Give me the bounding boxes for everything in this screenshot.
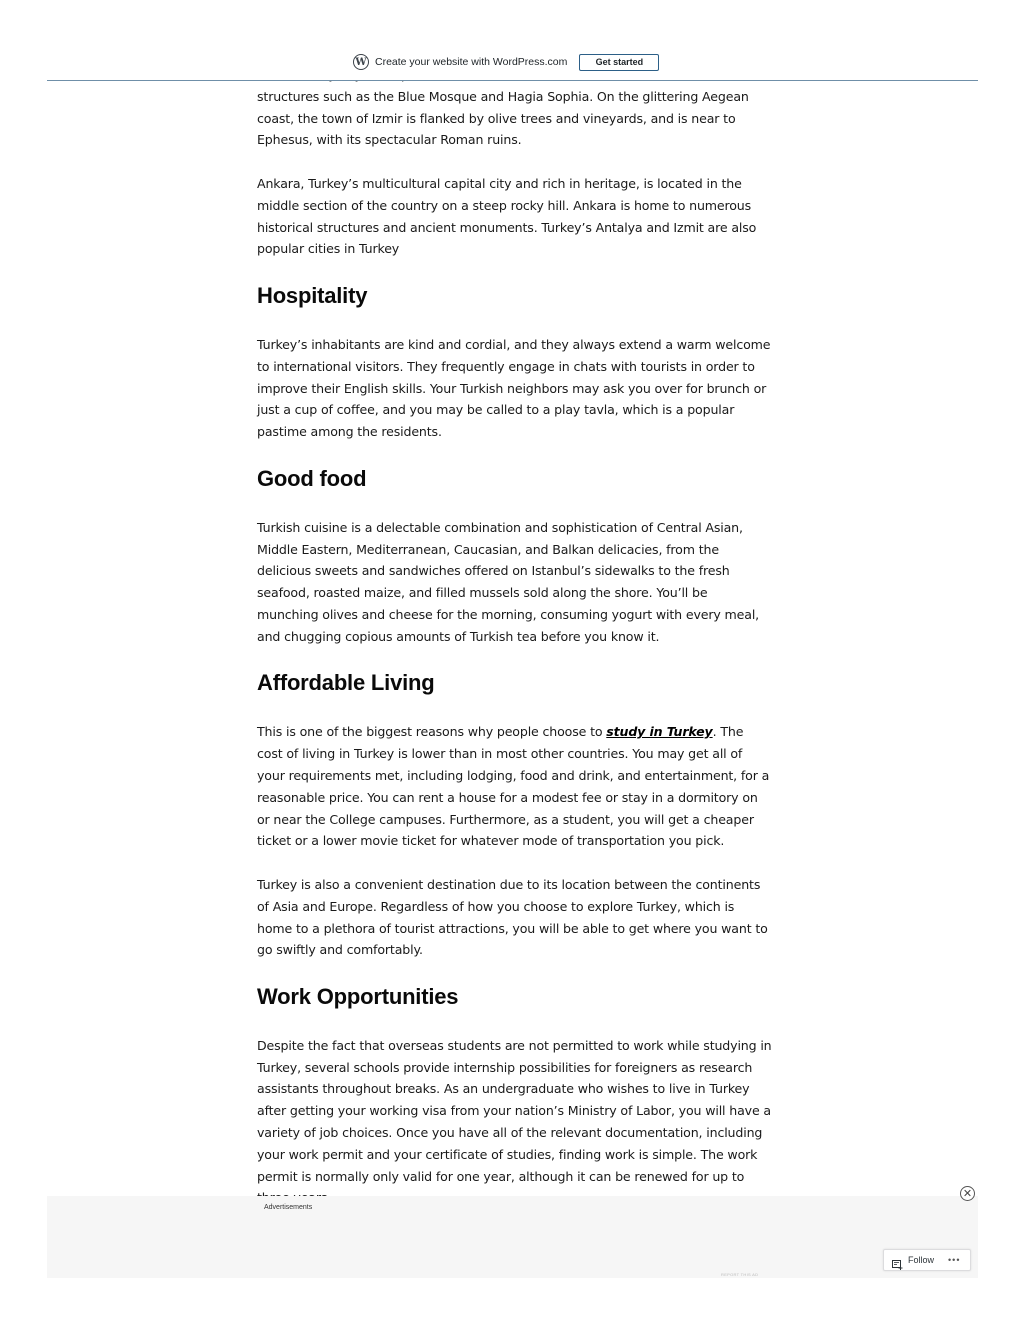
paragraph-affordable-living xyxy=(257,721,772,852)
study-in-turkey-link[interactable]: study in Turkey xyxy=(606,724,713,740)
paragraph-ankara: Ankara, Turkey’s multicultural capital city and rich in heritage, is located in the middle section of the country on a steep rocky hill. Ankara is home to numerous historical structures and ancient monuments. Turkey’s Antalya and Izmit are also popular cities in Turkey xyxy=(257,175,757,257)
heading-affordable-living: Affordable Living xyxy=(257,670,435,696)
create-website-link[interactable]: Create your website with WordPress.com xyxy=(375,56,568,68)
reader-follow-icon xyxy=(892,1255,903,1265)
heading-work-opportunities: Work Opportunities xyxy=(257,983,459,1009)
paragraph-location: Turkey is also a convenient destination due to its location between the continents of Asia and Europe. Regardless of how you choose to explore Turkey, which is home to a plethora of tourist attractions, you will be able to get where you want to go swiftly and comfortably. xyxy=(257,876,768,958)
paragraph-istanbul-izmir: structures such as the Blue Mosque and Hagia Sophia. On the glittering Aegean coast, the town of Izmir is flanked by olive trees and vineyards, and is near to Ephesus, with its spectacular Roman ruins. xyxy=(257,88,749,148)
affordable-text-before: This is one of the biggest reasons why people choose to xyxy=(257,724,607,740)
paragraph-good-food: Turkish cuisine is a delectable combination and sophistication of Central Asian, Middle Eastern, Mediterranean, Caucasian, and Balkan delicacies, from the delicious sweets and sandwiches offered on Istanbul’s sidewalks to the fresh seafood, roasted maize, and filled mussels sold along the shore. You’ll be munching olives and cheese for the morning, consuming yogurt with every meal, and chugging copious amounts of Turkish tea before you know it. xyxy=(257,519,760,644)
wordpress-banner-content xyxy=(353,52,659,72)
follow-button[interactable] xyxy=(883,1249,971,1271)
report-ad-link[interactable]: REPORT THIS AD xyxy=(721,1272,759,1277)
heading-good-food: Good food xyxy=(257,465,367,491)
follow-label: Follow xyxy=(908,1255,935,1265)
affordable-text-after: . The cost of living in Turkey is lower than in most other countries. You may get all of your requirements met, including lodging, food and drink, and entertainment, for a reasonable price. You can rent a house for a modest fee or stay in a dormitory on or near the College campuses. Furthermore, as a student, you will get a cheaper ticket or a lower movie ticket for whatever mode of transportation you pick. xyxy=(257,724,770,849)
wordpress-banner xyxy=(47,44,978,81)
paragraph-hospitality: Turkey’s inhabitants are kind and cordial, and they always extend a warm welcome to international visitors. They frequently engage in chats with tourists in order to improve their English skills. Your Turkish neighbors may ask you over for brunch or just a cup of coffee, and you may be called to a play tavla, which is a popular pastime among the residents. xyxy=(257,336,771,440)
more-options-icon[interactable]: ••• xyxy=(948,1255,961,1265)
paragraph-work-opportunities: Despite the fact that overseas students are not permitted to work while studying in Turkey, several schools provide internship possibilities for foreigners as research assistants throughout breaks. As an undergraduate who wishes to live in Turkey after getting your working visa from your nation’s Ministry of Labor, you will have a variety of job choices. Once you have all of the relevant documentation, including your work permit and your certificate of studies, finding work is simple. The work permit is normally only valid for one year, although it can be renewed for up to xyxy=(257,1037,772,1184)
advertisements-label: Advertisements xyxy=(264,1204,313,1211)
get-started-button[interactable]: Get started xyxy=(579,54,659,71)
wordpress-logo-icon[interactable]: W xyxy=(353,54,369,70)
article-body xyxy=(257,64,772,1231)
advertisement-area xyxy=(47,1196,978,1278)
heading-hospitality: Hospitality xyxy=(257,282,368,308)
close-ad-icon[interactable]: ✕ xyxy=(960,1186,975,1201)
